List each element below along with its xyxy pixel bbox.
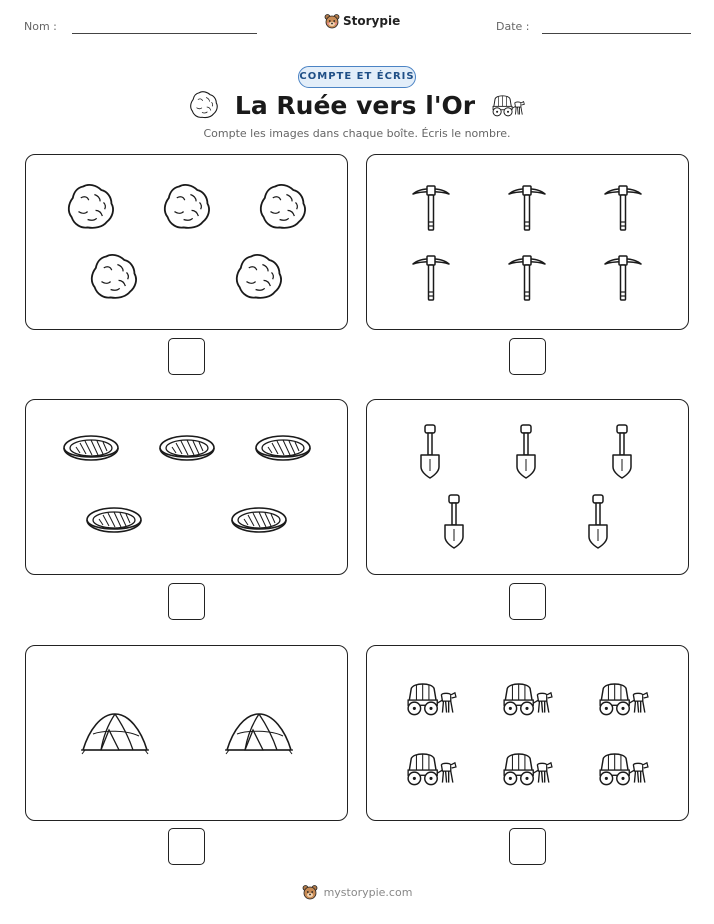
footer-url[interactable]: mystorypie.com	[323, 885, 413, 899]
gold-pan-icon	[84, 502, 144, 542]
covered-wagon-icon	[501, 680, 553, 716]
count-box-1	[25, 154, 348, 330]
pickaxe-icon	[603, 182, 643, 232]
page-title: La Ruée vers l'Or	[234, 90, 476, 120]
pickaxe-icon	[411, 182, 451, 232]
answer-box-5[interactable]	[168, 828, 205, 865]
count-box-4	[366, 399, 689, 575]
covered-wagon-icon	[597, 750, 649, 786]
pickaxe-icon	[411, 252, 451, 302]
count-box-5	[25, 645, 348, 821]
gold-nugget-icon	[234, 252, 284, 302]
instructions: Compte les images dans chaque boîte. Écris le nombre.	[203, 127, 511, 140]
covered-wagon-icon	[597, 680, 649, 716]
pickaxe-icon	[603, 252, 643, 302]
gold-nugget-icon	[66, 182, 116, 232]
covered-wagon-icon	[405, 750, 457, 786]
answer-box-2[interactable]	[509, 338, 546, 375]
name-line[interactable]	[72, 33, 257, 34]
brand-logo	[324, 13, 400, 29]
brand-name: Storypie	[343, 14, 401, 28]
shovel-icon	[441, 493, 467, 549]
answer-box-3[interactable]	[168, 583, 205, 620]
gold-pan-icon	[157, 430, 217, 470]
count-box-6	[366, 645, 689, 821]
title-row	[0, 90, 714, 120]
covered-wagon-icon	[501, 750, 553, 786]
gold-nugget-icon	[162, 182, 212, 232]
name-label: Nom :	[24, 20, 57, 33]
count-box-3	[25, 399, 348, 575]
gold-nugget-icon	[258, 182, 308, 232]
pickaxe-icon	[507, 252, 547, 302]
bear-mascot-icon	[302, 884, 318, 900]
answer-box-1[interactable]	[168, 338, 205, 375]
gold-pan-icon	[61, 430, 121, 470]
answer-box-6[interactable]	[509, 828, 546, 865]
gold-nugget-icon	[89, 252, 139, 302]
count-box-2	[366, 154, 689, 330]
tent-icon	[223, 708, 295, 756]
gold-nugget-icon	[189, 90, 219, 120]
shovel-icon	[417, 423, 443, 479]
date-line[interactable]	[542, 33, 691, 34]
pickaxe-icon	[507, 182, 547, 232]
shovel-icon	[513, 423, 539, 479]
tent-icon	[79, 708, 151, 756]
gold-pan-icon	[253, 430, 313, 470]
covered-wagon-icon	[491, 93, 525, 117]
gold-pan-icon	[229, 502, 289, 542]
answer-box-4[interactable]	[509, 583, 546, 620]
bear-mascot-icon	[324, 13, 340, 29]
shovel-icon	[609, 423, 635, 479]
covered-wagon-icon	[405, 680, 457, 716]
footer	[0, 884, 714, 900]
date-label: Date :	[496, 20, 530, 33]
activity-badge: COMPTE ET ÉCRIS	[298, 66, 416, 88]
shovel-icon	[585, 493, 611, 549]
